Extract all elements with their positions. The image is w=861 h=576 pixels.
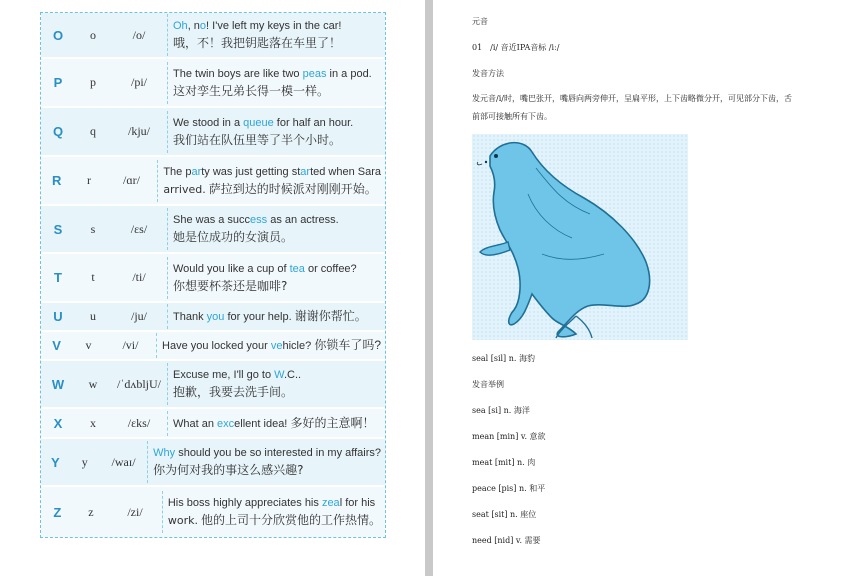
table-row [41,206,385,254]
sentence-fragment: for half an hour. [273,116,354,129]
sentence-fragment: Thank [173,311,207,323]
examples-title: 发音举例 [472,380,504,389]
sentence-fragment: for your help. [224,311,292,323]
sentence-fragment: Excuse me, I'll go to [173,369,275,381]
sentence-fragment: hicle? [282,340,312,352]
sentence-fragment: , n [187,20,200,32]
sentence-fragment: l for his [339,497,376,509]
sentence-fragment: ellent idea! [234,417,288,430]
method-line-1: 发元音/i/时，嘴巴张开，嘴唇向两旁伸开，呈扁平形，上下齿略微分开，可见部分下齿，舌 [472,94,792,103]
ipa-transcription: /zi/ [127,504,143,519]
highlighted-sound: exc [217,417,235,430]
highlighted-sound: Oh [173,20,188,32]
ipa-transcription: /vi/ [122,338,139,352]
ipa-transcription: /ɛks/ [127,415,151,430]
example-word: sea [si] n. 海洋 [472,406,530,415]
uppercase-letter: V [52,338,61,353]
chinese-translation: 她是位成功的女演员。 [173,230,294,244]
example-word: mean [min] v. 意欲 [472,432,546,441]
example-english [173,261,381,277]
table-row [41,59,385,108]
sentence-fragment: in a pod. [326,67,372,80]
ipa-transcription: /ɑr/ [122,173,140,187]
example-sentence [167,363,385,405]
lowercase-letter: t [91,270,95,284]
highlighted-sound: zea [321,497,340,509]
example-chinese [163,180,381,198]
lowercase-letter: v [85,338,92,352]
highlighted-sound: ar [300,165,311,178]
example-chinese [153,461,381,479]
uppercase-letter: Q [52,124,64,139]
table-row [41,439,385,487]
example-english-continued: arrived. [163,182,206,196]
chinese-translation: 你为何对我的事这么感兴趣? [153,463,304,477]
chinese-translation: 我们站在队伍里等了半个小时。 [173,132,342,147]
example-english [173,18,381,34]
example-chinese [173,383,381,401]
lowercase-letter: z [88,504,94,519]
sentence-fragment: ted when Sara [310,165,381,178]
table-row [41,108,385,157]
ipa-transcription: /kju/ [127,124,150,138]
sentence-fragment: She was a succ [173,214,251,226]
example-sentence [156,333,385,358]
sentence-fragment: should you be so interested in my affairs? [175,447,381,459]
sentence-fragment: What an [173,417,218,430]
lowercase-letter: q [90,124,96,138]
example-word: need [nid] v. 需要 [472,536,541,545]
lowercase-letter: w [88,376,98,391]
uppercase-letter: T [54,270,62,285]
ipa-transcription: /ju/ [130,309,147,323]
highlighted-sound: o [199,20,207,32]
example-sentence [167,257,385,299]
example-english [173,308,381,325]
right-page [433,0,861,576]
uppercase-letter: Y [50,454,60,470]
uppercase-letter: X [53,415,63,431]
highlighted-sound: ar [191,165,202,178]
example-english [173,367,381,383]
example-sentence [167,411,385,436]
example-english [173,212,381,228]
example-english [173,115,381,131]
chinese-translation: 谢谢你帮忙。 [294,309,367,323]
example-word: seat [sit] n. 座位 [472,510,537,519]
ipa-transcription: /pi/ [130,75,147,89]
seal-icon [472,134,688,340]
sentence-fragment: The p [163,165,192,178]
sentence-fragment: We stood in a [173,116,244,129]
example-sentence [167,304,385,329]
sentence-fragment: Would you like a cup of [173,262,290,275]
lowercase-letter: u [90,309,96,323]
chinese-translation: 多好的主意啊！ [290,415,375,430]
highlighted-sound: tea [289,262,305,275]
example-sentence [157,160,385,202]
uppercase-letter: W [51,376,65,392]
example-chinese [173,34,381,52]
example-english [153,445,381,461]
seal-illustration [472,134,688,340]
uppercase-letter: R [52,173,62,188]
alphabet-table [40,12,386,538]
example-english [162,337,381,354]
ipa-transcription: /waɪ/ [111,454,136,469]
uppercase-letter: Z [53,504,62,520]
lowercase-letter: s [90,221,96,236]
chinese-translation: 哦，不！我把钥匙落在车里了！ [173,36,342,50]
table-row [41,361,385,409]
lowercase-letter: p [90,75,96,89]
chinese-translation: 他的上司十分欣赏他的工作热情。 [200,513,381,527]
table-row [41,254,385,303]
sentence-fragment: The twin boys are like two [173,67,303,80]
sentence-fragment: .C.. [283,369,302,381]
table-row [41,487,385,537]
example-chinese [168,511,381,529]
ipa-transcription: /ˈdʌbljU/ [117,376,161,391]
example-english [173,66,381,82]
uppercase-letter: P [53,75,63,90]
chinese-translation: 萨拉到达的时候派对刚刚开始。 [208,181,377,196]
sentence-fragment: ! I've left my keys in the car! [206,20,342,32]
lowercase-letter: r [87,173,91,187]
table-row [41,303,385,332]
example-english [168,495,381,511]
table-row [41,13,385,59]
chinese-translation: 你锁车了吗? [314,338,381,352]
example-english [163,164,381,180]
example-english-continued: work. [167,514,198,527]
table-row [41,157,385,206]
example-chinese [173,277,381,295]
chinese-translation: 你想要杯茶还是咖啡? [173,278,288,293]
example-word: peace [pis] n. 和平 [472,484,546,493]
sentence-fragment: His boss highly appreciates his [167,497,322,509]
lowercase-letter: y [81,454,88,469]
example-sentence [167,111,385,153]
example-chinese [173,228,381,246]
highlighted-sound: queue [243,116,274,129]
uppercase-letter: O [52,27,64,43]
uppercase-letter: S [53,221,63,237]
chinese-translation: 抱歉，我要去洗手间。 [173,385,294,399]
highlighted-sound: you [206,311,225,323]
example-chinese [173,82,381,100]
example-sentence [167,208,385,250]
ipa-transcription: /ti/ [132,270,146,284]
sentence-fragment: ty was just getting st [201,165,301,178]
highlighted-sound: peas [302,67,327,80]
method-line-2: 前部可接触所有下齿。 [472,112,552,121]
example-sentence [162,491,385,533]
example-english [173,415,381,432]
method-title: 发音方法 [472,69,504,78]
section-heading: 元音 [472,17,488,26]
uppercase-letter: U [53,309,63,324]
example-chinese [173,131,381,149]
example-word: meat [mit] n. 肉 [472,458,536,467]
sentence-fragment: as an actress. [267,214,339,226]
table-row [41,332,385,361]
example-sentence [147,441,385,483]
example-sentence [167,62,385,104]
highlighted-sound: ve [270,340,283,352]
table-row [41,409,385,439]
ipa-transcription: /o/ [132,27,146,42]
highlighted-sound: Why [153,447,176,459]
example-sentence [167,14,385,56]
highlighted-sound: W [274,369,284,381]
item-title: 01 /i/ 音近IPA音标 /iː/ [472,43,560,52]
sentence-fragment: or coffee? [304,262,357,275]
figure-caption: seal [sil] n. 海豹 [472,354,535,363]
highlighted-sound: ess [250,214,268,226]
ipa-transcription: /ɛs/ [130,221,148,236]
lowercase-letter: o [90,27,96,42]
left-page [0,0,425,576]
sentence-fragment: Have you locked your [162,340,271,352]
chinese-translation: 这对孪生兄弟长得一模一样。 [173,83,330,98]
lowercase-letter: x [90,415,96,430]
